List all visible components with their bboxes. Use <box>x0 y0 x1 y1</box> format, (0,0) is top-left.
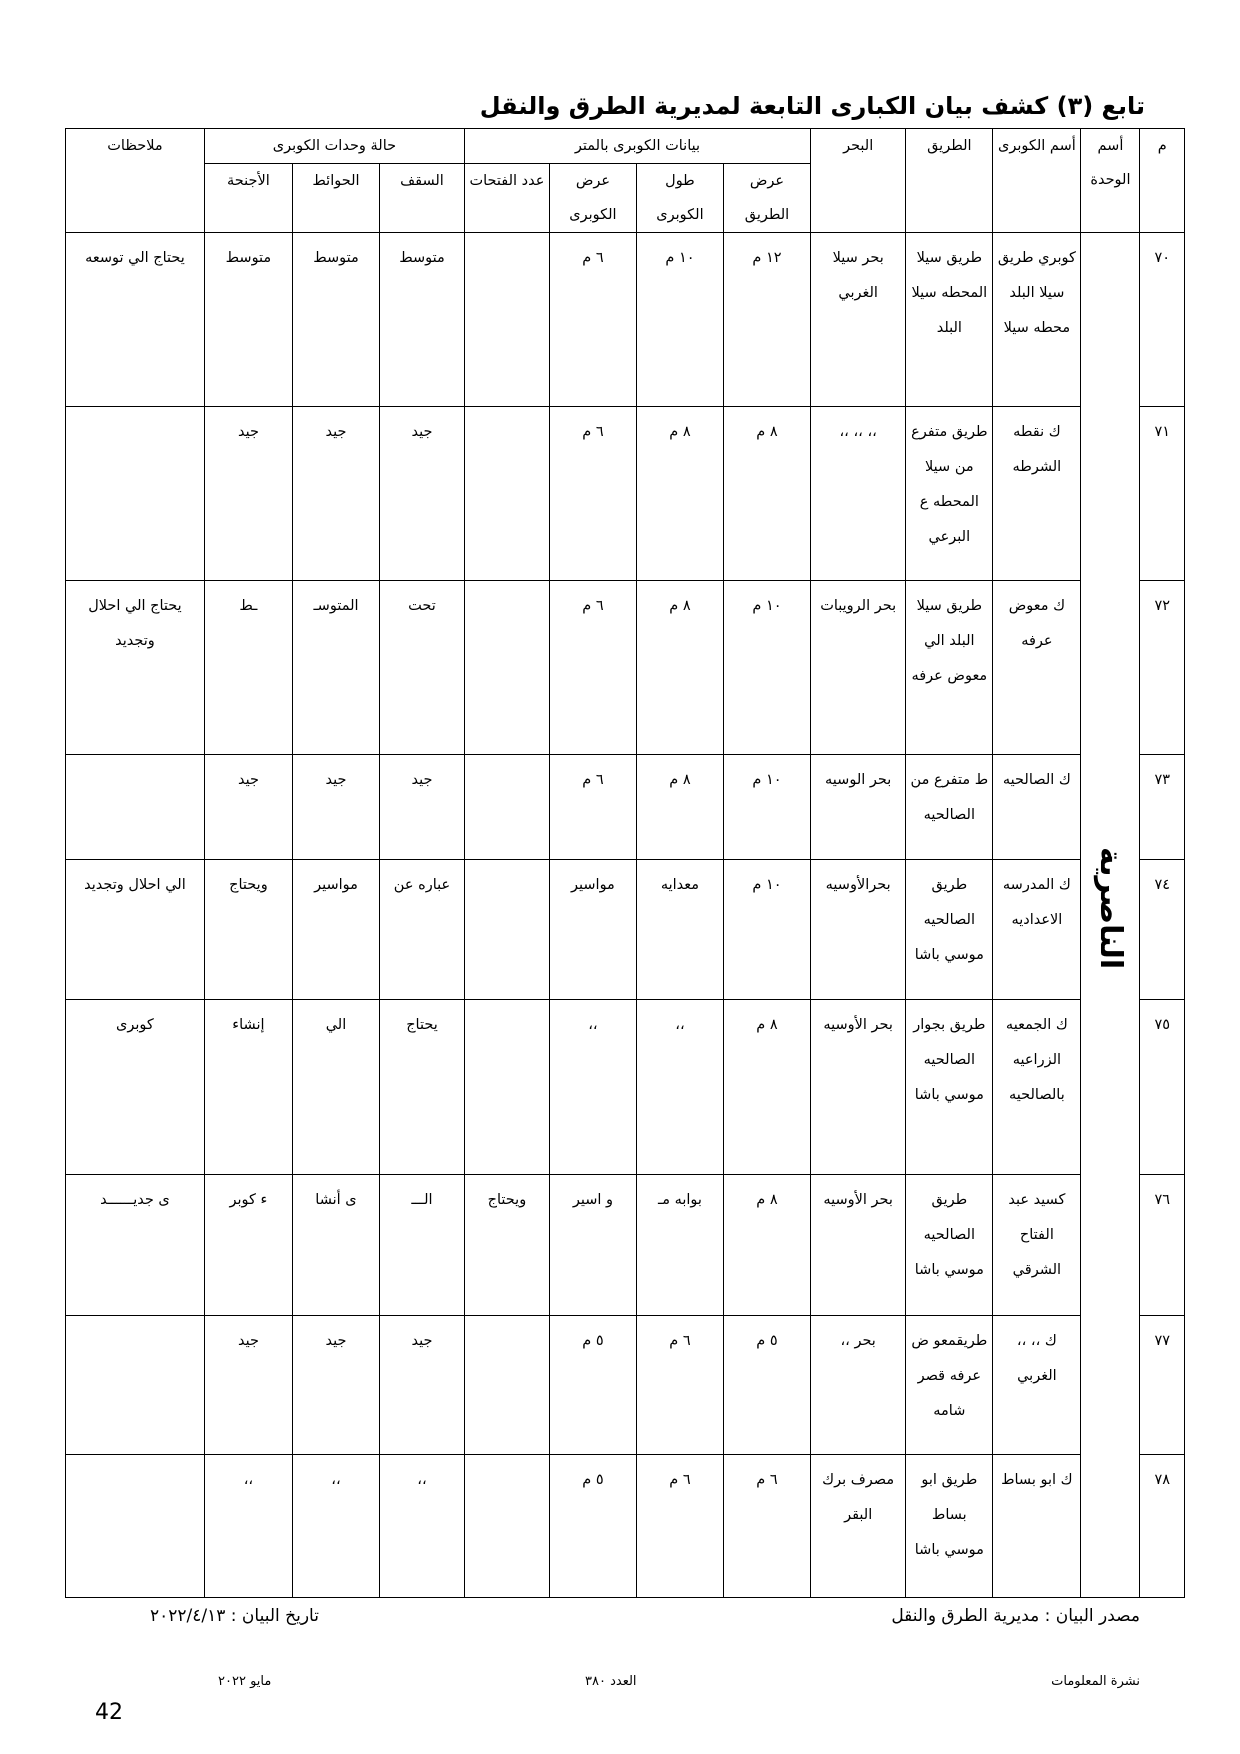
table-row <box>66 1455 1185 1598</box>
cell-m: ٧٥ <box>1140 1000 1185 1175</box>
table-row <box>66 755 1185 860</box>
cell-roof: جيد <box>380 1316 465 1455</box>
header-m: م <box>1140 129 1185 233</box>
cell-road-width: ١٠ م <box>723 581 810 755</box>
cell-openings <box>464 1316 549 1455</box>
cell-road-width: ٥ م <box>723 1316 810 1455</box>
unit-name: الناصرية <box>1092 846 1128 970</box>
cell-bridge-name: ك ابو بساط <box>993 1455 1081 1598</box>
header-data-group: بيانات الكوبرى بالمتر <box>464 129 810 164</box>
cell-m: ٧٦ <box>1140 1175 1185 1316</box>
cell-road: ط متفرع من الصالحيه <box>906 755 993 860</box>
cell-notes: يحتاج الي توسعه <box>66 233 205 407</box>
header-canal: البحر <box>811 129 906 233</box>
cell-bridge-length: ١٠ م <box>636 233 723 407</box>
cell-notes <box>66 407 205 581</box>
cell-bridge-width: ،، <box>549 1000 636 1175</box>
cell-openings <box>464 755 549 860</box>
cell-bridge-width: مواسير <box>549 859 636 1000</box>
cell-openings <box>464 407 549 581</box>
cell-road-width: ٦ م <box>723 1455 810 1598</box>
cell-road-width: ١٢ م <box>723 233 810 407</box>
table-row <box>66 233 1185 407</box>
table-row <box>66 1175 1185 1316</box>
header-bridge-length: طول الكوبرى <box>636 164 723 233</box>
cell-wings: ،، <box>204 1455 292 1598</box>
cell-roof: جيد <box>380 407 465 581</box>
cell-notes <box>66 755 205 860</box>
cell-road: طريق الصالحيه موسي باشا <box>906 859 993 1000</box>
header-road-width: عرض الطريق <box>723 164 810 233</box>
cell-road-width: ٨ م <box>723 407 810 581</box>
data-source: مصدر البيان : مديرية الطرق والنقل <box>891 1606 1140 1626</box>
cell-canal: مصرف برك البقر <box>811 1455 906 1598</box>
cell-walls: ى أنشا <box>292 1175 379 1316</box>
cell-walls: مواسير <box>292 859 379 1000</box>
cell-road-width: ٨ م <box>723 1000 810 1175</box>
cell-roof: عباره عن <box>380 859 465 1000</box>
cell-road-width: ٨ م <box>723 1175 810 1316</box>
cell-canal: بحر الأوسيه <box>811 1000 906 1175</box>
footer-publication: نشرة المعلومات <box>1051 1674 1140 1689</box>
header-roof: السقف <box>380 164 465 233</box>
cell-road-width: ١٠ م <box>723 859 810 1000</box>
data-date: تاريخ البيان : ٢٠٢٢/٤/١٣ <box>150 1606 319 1626</box>
cell-roof: متوسط <box>380 233 465 407</box>
cell-notes: ى جديــــــد <box>66 1175 205 1316</box>
cell-bridge-width: ٦ م <box>549 755 636 860</box>
cell-wings: ويحتاج <box>204 859 292 1000</box>
cell-walls: متوسط <box>292 233 379 407</box>
cell-bridge-length: ٦ م <box>636 1316 723 1455</box>
cell-notes: الي احلال وتجديد <box>66 859 205 1000</box>
cell-wings: جيد <box>204 755 292 860</box>
cell-notes: كوبرى <box>66 1000 205 1175</box>
cell-bridge-name: كسيد عبد الفتاح الشرقي <box>993 1175 1081 1316</box>
cell-bridge-length: بوابه مـ <box>636 1175 723 1316</box>
cell-canal: بحر سيلا الغربي <box>811 233 906 407</box>
cell-wings: ـط <box>204 581 292 755</box>
cell-openings: ويحتاج <box>464 1175 549 1316</box>
cell-m: ٧١ <box>1140 407 1185 581</box>
cell-bridge-name: كوبري طريق سيلا البلد محطه سيلا <box>993 233 1081 407</box>
header-road: الطريق <box>906 129 993 233</box>
footer-month: مايو ٢٠٢٢ <box>218 1674 272 1689</box>
cell-bridge-name: ك الجمعيه الزراعيه بالصالحيه <box>993 1000 1081 1175</box>
cell-bridge-width: ٦ م <box>549 407 636 581</box>
cell-notes <box>66 1455 205 1598</box>
cell-openings <box>464 1000 549 1175</box>
cell-bridge-length: ٨ م <box>636 407 723 581</box>
header-unit: أسم الوحدة <box>1081 129 1140 233</box>
cell-bridge-length: معدايه <box>636 859 723 1000</box>
cell-bridge-width: و اسير <box>549 1175 636 1316</box>
cell-openings <box>464 1455 549 1598</box>
cell-openings <box>464 233 549 407</box>
cell-road: طريق الصالحيه موسي باشا <box>906 1175 993 1316</box>
cell-bridge-name: ك معوض عرفه <box>993 581 1081 755</box>
cell-m: ٧٢ <box>1140 581 1185 755</box>
cell-bridge-name: ك ،، ،، الغربي <box>993 1316 1081 1455</box>
cell-wings: جيد <box>204 1316 292 1455</box>
cell-roof: ،، <box>380 1455 465 1598</box>
cell-m: ٧٨ <box>1140 1455 1185 1598</box>
cell-openings <box>464 581 549 755</box>
cell-notes: يحتاج الي احلال وتجديد <box>66 581 205 755</box>
cell-notes <box>66 1316 205 1455</box>
cell-openings <box>464 859 549 1000</box>
cell-wings: ء كوبر <box>204 1175 292 1316</box>
cell-bridge-name: ك الصالحيه <box>993 755 1081 860</box>
cell-wings: جيد <box>204 407 292 581</box>
unit-cell <box>1081 233 1140 1598</box>
cell-walls: جيد <box>292 1316 379 1455</box>
cell-canal: بحر الأوسيه <box>811 1175 906 1316</box>
header-notes: ملاحظات <box>66 129 205 233</box>
table-row <box>66 581 1185 755</box>
cell-road: طريق ابو بساط موسي باشا <box>906 1455 993 1598</box>
cell-canal: بحرالأوسيه <box>811 859 906 1000</box>
header-openings: عدد الفتحات <box>464 164 549 233</box>
bridges-table <box>65 128 1185 1598</box>
cell-bridge-width: ٦ م <box>549 581 636 755</box>
cell-road: طريق سيلا البلد الي معوض عرفه <box>906 581 993 755</box>
cell-walls: الي <box>292 1000 379 1175</box>
table-row <box>66 1316 1185 1455</box>
cell-canal: بحر الوسيه <box>811 755 906 860</box>
cell-bridge-width: ٥ م <box>549 1316 636 1455</box>
cell-roof: الـــ <box>380 1175 465 1316</box>
footer-issue: العدد ٣٨٠ <box>585 1674 637 1689</box>
cell-wings: متوسط <box>204 233 292 407</box>
cell-walls: ،، <box>292 1455 379 1598</box>
cell-bridge-length: ٨ م <box>636 755 723 860</box>
cell-canal: بحر ،، <box>811 1316 906 1455</box>
cell-bridge-length: ٨ م <box>636 581 723 755</box>
header-status-group: حالة وحدات الكوبرى <box>204 129 464 164</box>
cell-road: طريق متفرع من سيلا المحطه ع البرعي <box>906 407 993 581</box>
cell-bridge-width: ٦ م <box>549 233 636 407</box>
cell-m: ٧٧ <box>1140 1316 1185 1455</box>
cell-road: طريقمعو ض عرفه قصر شامه <box>906 1316 993 1455</box>
cell-bridge-width: ٥ م <box>549 1455 636 1598</box>
cell-roof: يحتاج <box>380 1000 465 1175</box>
cell-bridge-name: ك نقطه الشرطه <box>993 407 1081 581</box>
header-wings: الأجنحة <box>204 164 292 233</box>
cell-bridge-name: ك المدرسه الاعداديه <box>993 859 1081 1000</box>
cell-road-width: ١٠ م <box>723 755 810 860</box>
page-title: تابع (٣) كشف بيان الكبارى التابعة لمديرية الطرق والنقل <box>479 92 1145 120</box>
cell-walls: جيد <box>292 407 379 581</box>
cell-canal: بحر الرويبات <box>811 581 906 755</box>
cell-bridge-length: ٦ م <box>636 1455 723 1598</box>
cell-road: طريق بجوار الصالحيه موسي باشا <box>906 1000 993 1175</box>
page-number: 42 <box>95 1700 123 1725</box>
header-bridge-name: أسم الكوبرى <box>993 129 1081 233</box>
table-row <box>66 407 1185 581</box>
header-walls: الحوائط <box>292 164 379 233</box>
cell-road: طريق سيلا المحطه سيلا البلد <box>906 233 993 407</box>
cell-m: ٧٠ <box>1140 233 1185 407</box>
cell-m: ٧٣ <box>1140 755 1185 860</box>
cell-canal: ،، ،، ،، <box>811 407 906 581</box>
cell-m: ٧٤ <box>1140 859 1185 1000</box>
cell-walls: جيد <box>292 755 379 860</box>
cell-roof: جيد <box>380 755 465 860</box>
cell-wings: إنشاء <box>204 1000 292 1175</box>
cell-walls: المتوسـ <box>292 581 379 755</box>
cell-roof: تحت <box>380 581 465 755</box>
table-row <box>66 859 1185 1000</box>
header-bridge-width: عرض الكوبرى <box>549 164 636 233</box>
cell-bridge-length: ،، <box>636 1000 723 1175</box>
table-row <box>66 1000 1185 1175</box>
